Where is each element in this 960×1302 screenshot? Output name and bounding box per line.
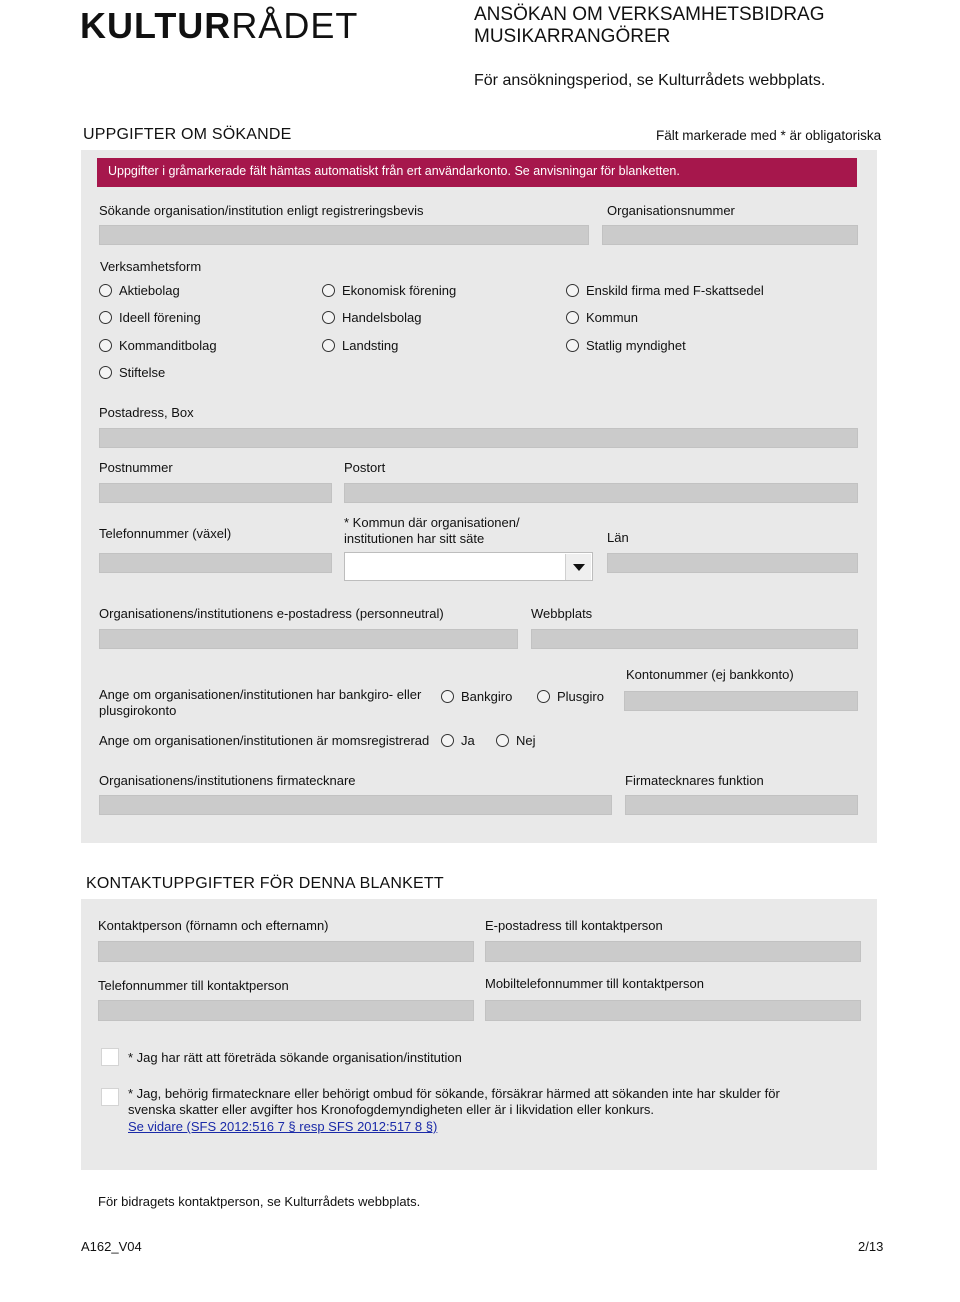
radio-plusgiro[interactable] [537,689,604,704]
radio-label: Plusgiro [557,689,604,704]
signatory-label: Organisationens/institutionens firmatecknare [99,773,356,788]
county-field[interactable] [607,553,858,573]
giro-question-line1: Ange om organisationen/institutionen har bankgiro- eller [99,687,422,702]
radio-circle-icon[interactable] [566,339,579,352]
period-note: För ansökningsperiod, se Kulturrådets webbplats. [474,72,826,89]
radio-circle-icon[interactable] [322,284,335,297]
radio-label: Enskild firma med F-skattsedel [586,283,764,298]
radio-label: Bankgiro [461,689,513,704]
radio-aktiebolag[interactable] [99,283,180,298]
consent-debts-text [128,1086,848,1118]
radio-circle-icon[interactable] [99,311,112,324]
logo-thin-text: RÅDET [231,5,359,46]
radio-circle-icon[interactable] [441,690,454,703]
form-title [474,4,825,48]
account-number-label: Kontonummer (ej bankkonto) [626,667,794,682]
kulturradet-logo [80,6,358,46]
org-name-field[interactable] [99,225,589,245]
radio-label: Kommun [586,310,639,325]
radio-label: Ideell förening [119,310,201,325]
website-label: Webbplats [531,606,593,621]
signatory-role-field[interactable] [625,795,858,815]
radio-stiftelse[interactable] [99,365,165,380]
postal-address-field[interactable] [99,428,858,448]
radio-enskild-firma[interactable] [566,283,764,298]
municipality-label-line1: * Kommun där organisationen/ [344,515,520,530]
phone-field[interactable] [99,553,332,573]
postal-address-label: Postadress, Box [99,405,194,420]
business-form-label: Verksamhetsform [100,259,202,274]
contact-phone-label: Telefonnummer till kontaktperson [98,978,289,993]
contact-name-field[interactable] [98,941,474,962]
radio-circle-icon[interactable] [496,734,509,747]
email-label: Organisationens/institutionens e-postadress (personneutral) [99,606,444,621]
consent-represent-text: * Jag har rätt att företräda sökande organisation/institution [128,1050,462,1065]
contact-email-label: E-postadress till kontaktperson [485,918,663,933]
radio-circle-icon[interactable] [99,366,112,379]
radio-landsting[interactable] [322,338,398,353]
radio-circle-icon[interactable] [99,284,112,297]
contact-email-field[interactable] [485,941,861,962]
radio-statlig-myndighet[interactable] [566,338,686,353]
footer-contact-note: För bidragets kontaktperson, se Kulturrådets webbplats. [98,1194,421,1209]
radio-circle-icon[interactable] [322,339,335,352]
consent-represent-checkbox[interactable] [101,1048,119,1066]
radio-label: Statlig myndighet [586,338,686,353]
radio-circle-icon[interactable] [537,690,550,703]
radio-circle-icon[interactable] [566,284,579,297]
radio-label: Kommanditbolag [119,338,217,353]
county-label: Län [607,530,629,545]
chevron-down-icon [573,564,585,571]
postal-code-label: Postnummer [99,460,173,475]
contact-phone-field[interactable] [98,1000,474,1021]
giro-question-line2: plusgirokonto [99,703,177,718]
radio-vat-yes[interactable] [441,733,475,748]
contact-mobile-field[interactable] [485,1000,861,1021]
org-number-field[interactable] [602,225,858,245]
radio-label: Landsting [342,338,399,353]
org-name-label: Sökande organisation/institution enligt registreringsbevis [99,203,424,218]
radio-circle-icon[interactable] [441,734,454,747]
form-code: A162_V04 [81,1239,142,1254]
info-banner: Uppgifter i gråmarkerade fält hämtas automatiskt från ert användarkonto. Se anvisningar för blanketten. [97,158,857,187]
applicant-heading: UPPGIFTER OM SÖKANDE [83,126,292,143]
dropdown-button[interactable] [565,554,591,580]
radio-bankgiro[interactable] [441,689,512,704]
contact-mobile-label: Mobiltelefonnummer till kontaktperson [485,976,704,991]
radio-label: Ja [461,733,475,748]
radio-handelsbolag[interactable] [322,310,422,325]
radio-circle-icon[interactable] [99,339,112,352]
consent-debts-line2: svenska skatter eller avgifter hos Kronofogdemyndigheten eller är i likvidation eller konkurs. [128,1102,655,1117]
municipality-label [344,515,520,547]
radio-circle-icon[interactable] [322,311,335,324]
phone-label: Telefonnummer (växel) [99,526,232,541]
radio-kommun[interactable] [566,310,638,325]
website-field[interactable] [531,629,858,649]
radio-ideell-forening[interactable] [99,310,201,325]
city-label: Postort [344,460,386,475]
sfs-reference-link[interactable]: Se vidare (SFS 2012:516 7 § resp SFS 2012:517 8 §) [128,1119,438,1134]
logo-bold-text: KULTUR [80,5,232,46]
required-note: Fält markerade med * är obligatoriska [656,128,882,143]
contact-heading: KONTAKTUPPGIFTER FÖR DENNA BLANKETT [86,875,444,892]
account-number-field[interactable] [624,691,858,711]
radio-label: Handelsbolag [342,310,422,325]
postal-code-field[interactable] [99,483,332,503]
city-field[interactable] [344,483,858,503]
radio-label: Aktiebolag [119,283,180,298]
municipality-label-line2: institutionen har sitt säte [344,531,485,546]
radio-ekonomisk-forening[interactable] [322,283,456,298]
radio-label: Nej [516,733,536,748]
contact-name-label: Kontaktperson (förnamn och efternamn) [98,918,329,933]
radio-kommanditbolag[interactable] [99,338,217,353]
page-number: 2/13 [858,1239,884,1254]
radio-circle-icon[interactable] [566,311,579,324]
vat-question: Ange om organisationen/institutionen är momsregistrerad [99,733,430,748]
consent-debts-line1: * Jag, behörig firmatecknare eller behörigt ombud för sökande, försäkrar härmed att sökanden inte har skulder för [128,1086,780,1101]
consent-debts-checkbox[interactable] [101,1088,119,1106]
email-field[interactable] [99,629,518,649]
form-title-line2: MUSIKARRANGÖRER [474,26,671,47]
giro-question [99,687,421,719]
signatory-role-label: Firmatecknares funktion [625,773,764,788]
radio-label: Ekonomisk förening [342,283,457,298]
radio-label: Stiftelse [119,365,166,380]
form-title-line1: ANSÖKAN OM VERKSAMHETSBIDRAG [474,4,825,25]
municipality-select[interactable] [344,552,593,581]
radio-vat-no[interactable] [496,733,536,748]
org-number-label: Organisationsnummer [607,203,735,218]
signatory-field[interactable] [99,795,612,815]
